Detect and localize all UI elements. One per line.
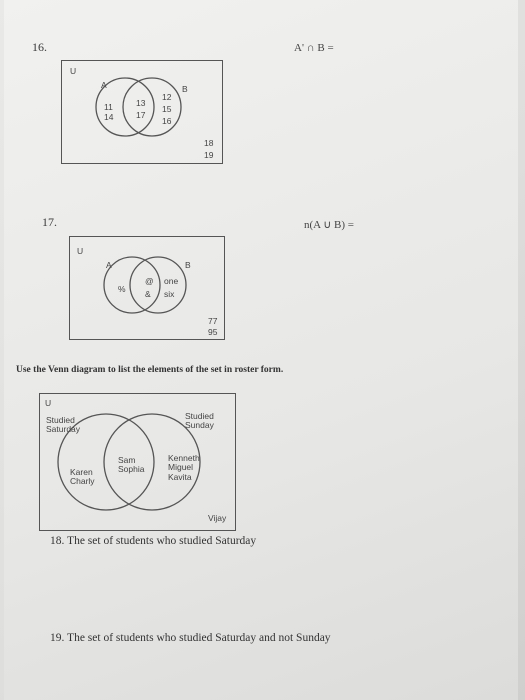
studied-sunday-label [185, 412, 214, 431]
b-only-element: one [164, 276, 179, 286]
intersection-element: & [145, 289, 151, 299]
student-name: Sophia [118, 464, 145, 475]
student-name: Kenneth [168, 453, 200, 463]
set-b-label-line: Studied [185, 411, 214, 421]
question-19: 19. The set of students who studied Saturday and not Sunday [50, 632, 331, 644]
b-only-element: 15 [162, 104, 172, 114]
question-16-number: 16. [32, 40, 47, 54]
sunday-only-list [168, 454, 200, 482]
a-only-element: % [118, 284, 126, 294]
venn-diagram-students [39, 393, 236, 531]
outside-element: 18 [204, 138, 214, 148]
student-name: Karen [70, 467, 93, 477]
student-name: Sam [118, 455, 136, 465]
venn-diagram-17 [69, 236, 225, 340]
outside-element: Vijay [208, 513, 227, 523]
a-only-element: 11 [104, 102, 113, 112]
outside-element: 95 [208, 327, 218, 337]
question-18: 18. The set of students who studied Saturday [50, 535, 257, 547]
intersection-element: 17 [136, 110, 146, 120]
intersection-element: 13 [136, 98, 146, 108]
a-only-element: 14 [104, 112, 114, 122]
set-b-label: B [185, 260, 191, 270]
both-days-list [118, 456, 144, 475]
set-a-label: A [106, 260, 112, 270]
b-only-element: six [164, 289, 175, 299]
intersection-element: @ [145, 276, 154, 286]
universe-label: U [77, 246, 84, 256]
question-16-expression: A' ∩ B = [294, 42, 334, 54]
outside-element: 77 [208, 316, 218, 326]
set-b-circle [123, 78, 181, 136]
b-only-element: 16 [162, 116, 172, 126]
question-17-number: 17. [42, 215, 57, 229]
outside-element: 19 [204, 150, 214, 160]
b-only-element: 12 [162, 92, 172, 102]
saturday-only-list [70, 468, 95, 487]
student-name: Kavita [168, 471, 192, 482]
worksheet-page [4, 0, 518, 700]
venn-17-circles [70, 237, 224, 339]
universe-label: U [45, 398, 52, 408]
set-a-label-line: Saturday [46, 424, 81, 435]
question-17-expression: n(A ∪ B) = [304, 219, 355, 231]
student-name: Charly [70, 476, 95, 487]
set-b-label-line: Sunday [185, 420, 214, 431]
instruction-text: Use the Venn diagram to list the elements of the set in roster form. [16, 365, 284, 375]
student-name: Miguel [168, 462, 194, 473]
studied-saturday-label [46, 416, 80, 435]
universe-label: U [70, 66, 77, 76]
set-b-label: B [182, 84, 188, 94]
set-a-label-line: Studied [46, 415, 75, 425]
set-a-label: A [101, 80, 107, 90]
venn-diagram-16 [61, 60, 223, 164]
